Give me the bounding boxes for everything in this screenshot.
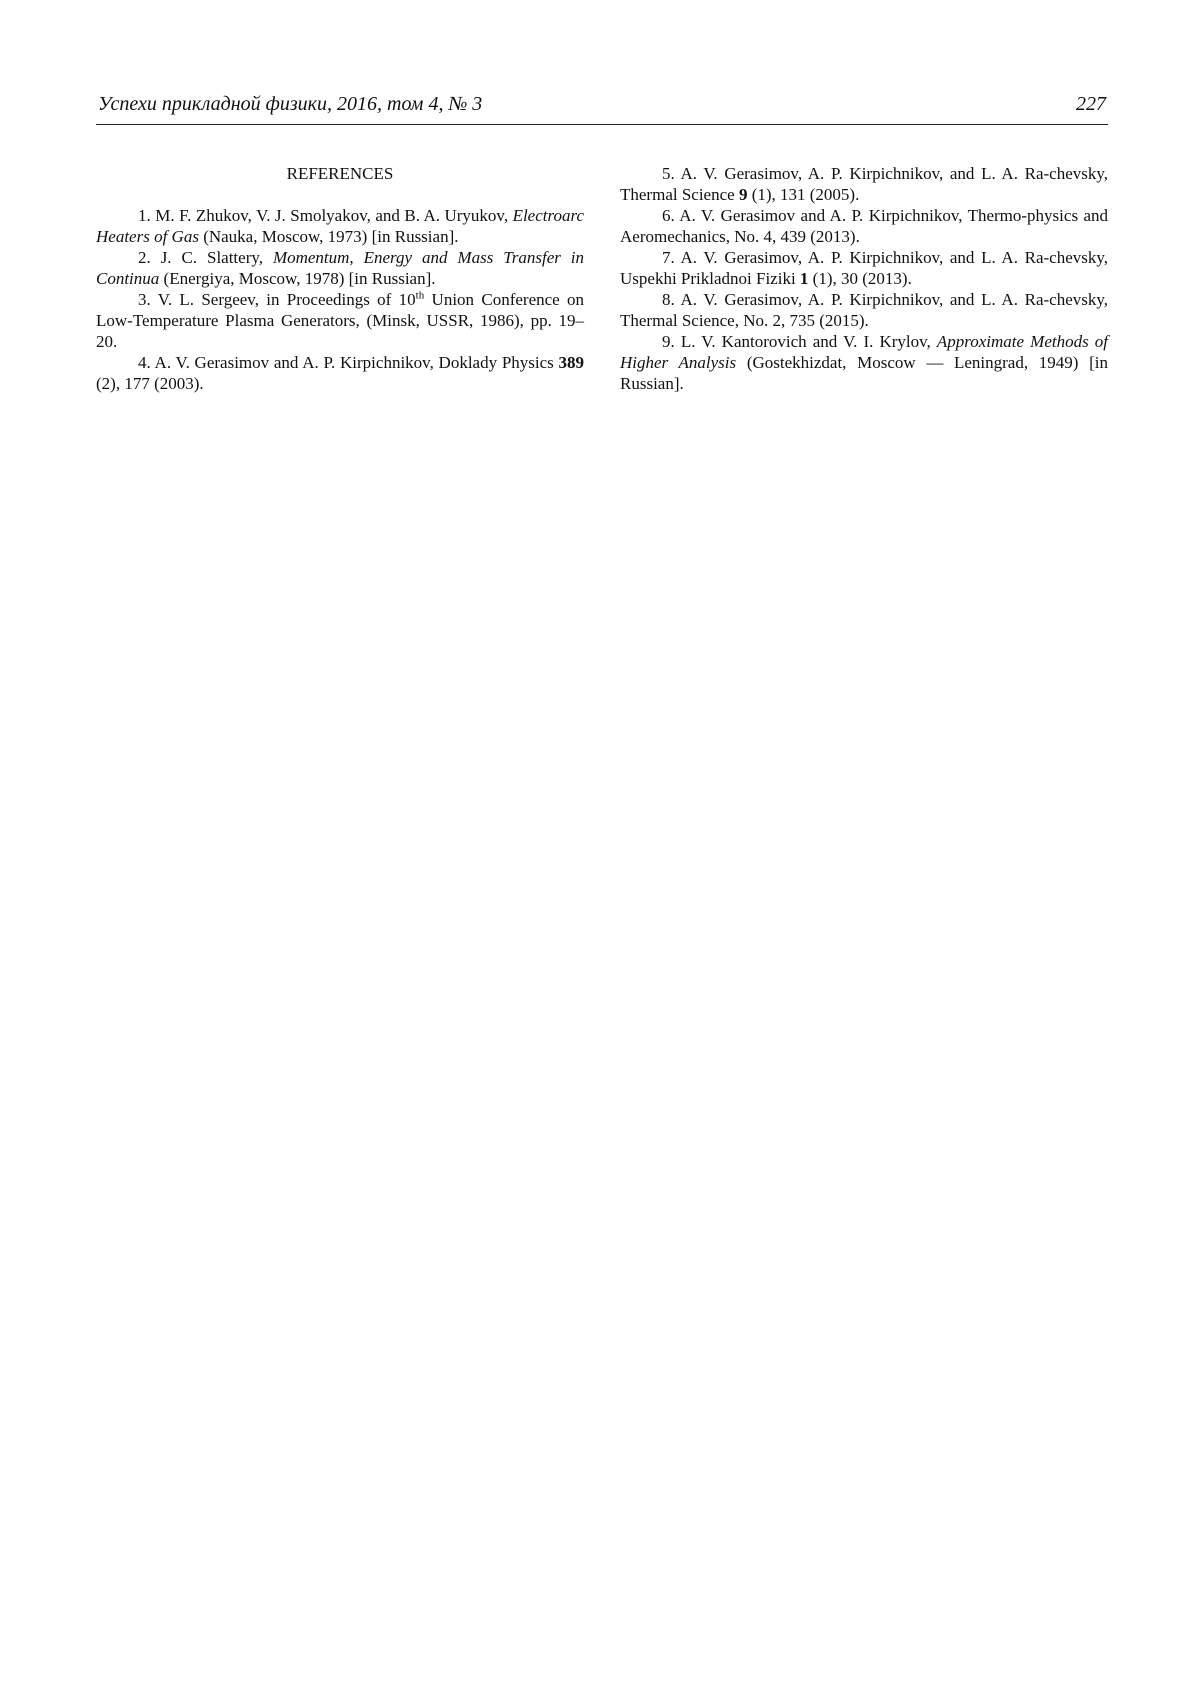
reference-details: (Energiya, Moscow, 1978) [in Russian].	[163, 269, 436, 288]
reference-number: 5.	[662, 164, 675, 183]
left-column	[96, 163, 584, 394]
reference-7	[620, 247, 1108, 289]
reference-title: Electroarc Heaters of Gas	[96, 206, 584, 246]
reference-authors: J. C. Slattery,	[160, 248, 264, 267]
superscript: th	[415, 289, 425, 302]
reference-volume: 1	[799, 269, 809, 288]
reference-4	[96, 352, 584, 394]
reference-number: 8.	[662, 290, 675, 309]
reference-authors: L. V. Kantorovich and V. I. Krylov,	[680, 332, 931, 351]
reference-title: Momentum, Energy and Mass Transfer in Continua	[96, 248, 585, 288]
reference-number: 6.	[662, 206, 675, 225]
reference-number: 4.	[138, 353, 151, 372]
reference-volume: 9	[738, 185, 748, 204]
reference-text: A. V. Gerasimov, A. P. Kirpichnikov, and L. A. Ra-chevsky, Thermal Science	[620, 164, 1108, 204]
reference-details: (Nauka, Moscow, 1973) [in Russian].	[203, 227, 459, 246]
reference-text: A. V. Gerasimov, A. P. Kirpichnikov, and L. A. Ra-chevsky, Thermal Science, No. 2, 735 (2015).	[620, 290, 1108, 330]
reference-title: Approximate Methods of Higher Analysis	[620, 332, 1109, 372]
reference-2	[96, 247, 584, 289]
reference-number: 2.	[138, 248, 151, 267]
reference-number: 9.	[662, 332, 675, 351]
page-number: 227	[1076, 93, 1106, 115]
reference-9	[620, 331, 1108, 394]
reference-number: 3.	[138, 290, 151, 309]
reference-text-continued: (2), 177 (2003).	[96, 374, 204, 393]
reference-text: A. V. Gerasimov, A. P. Kirpichnikov, and L. A. Ra-chevsky, Uspekhi Prikladnoi Fiziki	[620, 248, 1108, 288]
reference-volume: 389	[558, 353, 585, 372]
reference-number: 7.	[662, 248, 675, 267]
reference-text: A. V. Gerasimov and A. P. Kirpichnikov, Doklady Physics	[154, 353, 554, 372]
right-column	[620, 163, 1108, 394]
reference-3	[96, 289, 584, 352]
reference-1	[96, 205, 584, 247]
reference-text: A. V. Gerasimov and A. P. Kirpichnikov, Thermo-physics and Aeromechanics, No. 4, 439 (2013).	[620, 206, 1108, 246]
reference-text-continued: Union Conference on Low-Temperature Plasma Generators, (Minsk, USSR, 1986), pp. 19–20.	[96, 290, 585, 351]
reference-text-continued: (1), 131 (2005).	[751, 185, 860, 204]
reference-authors: M. F. Zhukov, V. J. Smolyakov, and B. A. Uryukov,	[155, 206, 509, 225]
reference-text-continued: (1), 30 (2013).	[812, 269, 912, 288]
reference-details: (Gostekhizdat, Moscow — Leningrad, 1949) [in Russian].	[620, 353, 1108, 393]
references-heading: REFERENCES	[286, 164, 394, 183]
journal-title: Успехи прикладной физики, 2016, том 4, № 3	[98, 93, 483, 115]
running-header	[96, 90, 1108, 125]
reference-number: 1.	[138, 206, 151, 225]
reference-8	[620, 289, 1108, 331]
reference-6	[620, 205, 1108, 247]
reference-text: V. L. Sergeev, in Proceedings of 10	[157, 290, 416, 309]
reference-5	[620, 163, 1108, 205]
